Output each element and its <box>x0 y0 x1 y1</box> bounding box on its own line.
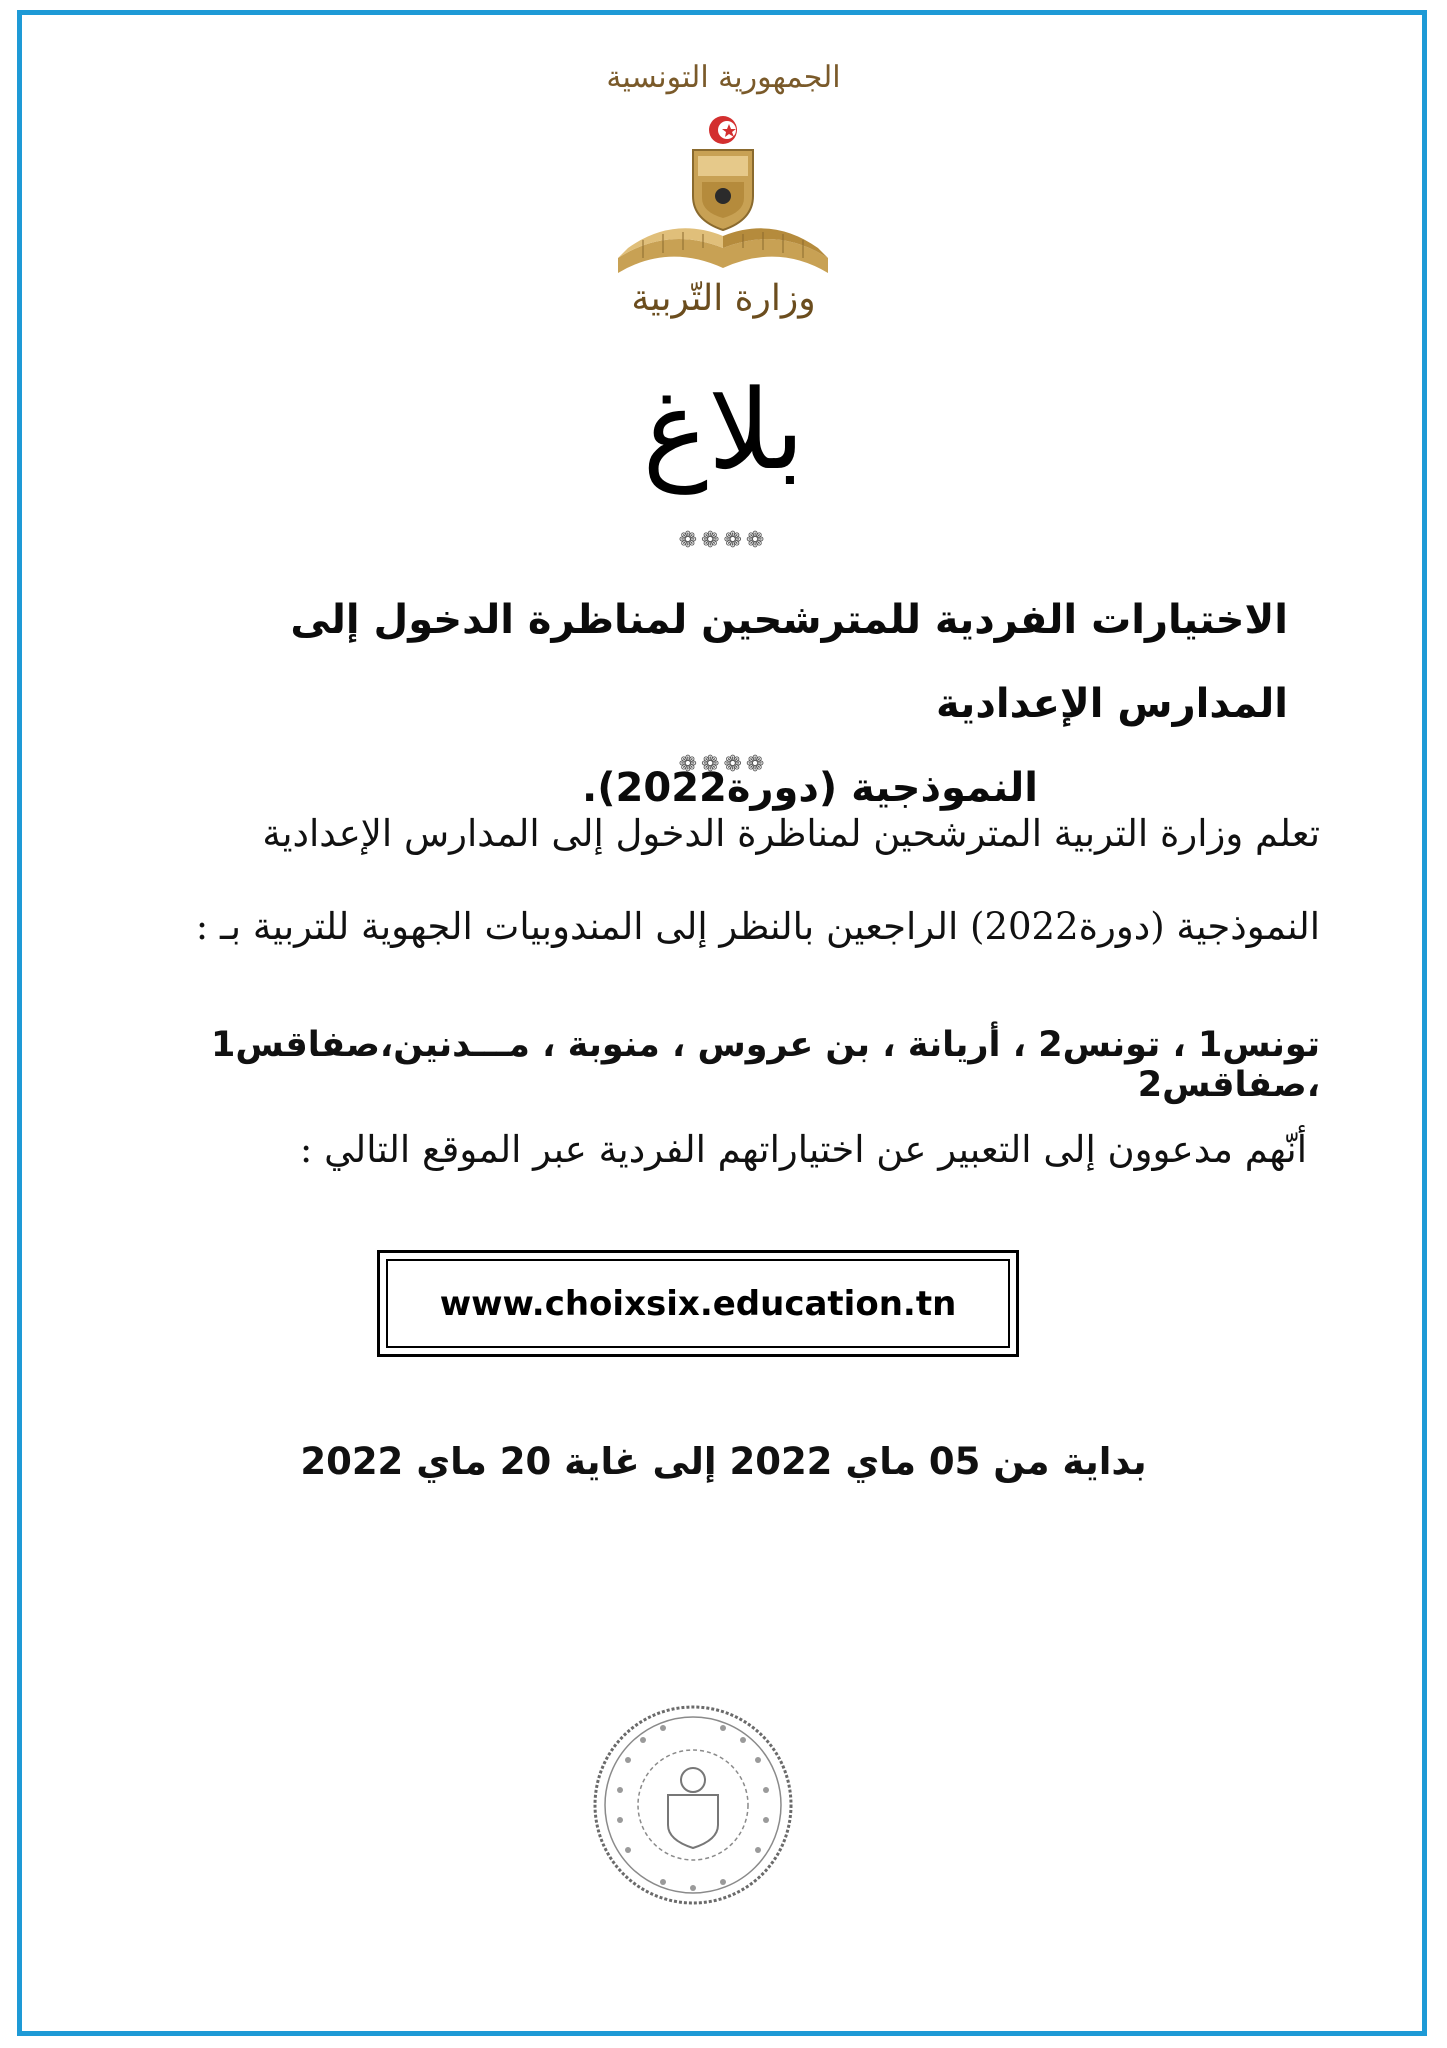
official-stamp-icon <box>588 1700 798 1910</box>
body-paragraph-1: تعلم وزارة التربية المترشحين لمناظرة الدخول إلى المدارس الإعدادية <box>262 812 1320 855</box>
decorative-stars-bottom: ❁❁❁❁ <box>678 752 769 777</box>
body-paragraph-2: النموذجية (دورة2022) الراجعين بالنظر إلى المندوبيات الجهوية للتربية بـ : <box>195 905 1320 948</box>
subject-line-1: الاختيارات الفردية للمترشحين لمناظرة الدخول إلى المدارس الإعدادية <box>290 597 1288 727</box>
subject-line-2: النموذجية (دورة2022). <box>582 765 1038 811</box>
republic-header: الجمهورية التونسية <box>606 60 841 95</box>
body-paragraph-3: أنّهم مدعوون إلى التعبير عن اختياراتهم الفردية عبر الموقع التالي : <box>299 1128 1307 1171</box>
date-range: بداية من 05 ماي 2022 إلى غاية 20 ماي 2022 <box>300 1440 1147 1483</box>
decorative-stars-top: ❁❁❁❁ <box>678 528 769 553</box>
url-box <box>377 1250 1019 1357</box>
website-url-link[interactable]: www.choixsix.education.tn <box>439 1283 957 1324</box>
ministry-name: وزارة التّربية <box>631 278 816 319</box>
notice-subject <box>110 578 1288 830</box>
notice-title: بلاغ <box>642 366 805 494</box>
ministry-emblem-icon <box>598 108 848 278</box>
regions-list: تونس1 ، تونس2 ، أريانة ، بن عروس ، منوبة ، مـــدنين،صفاقس1 ،صفاقس2 <box>211 1025 1320 1105</box>
